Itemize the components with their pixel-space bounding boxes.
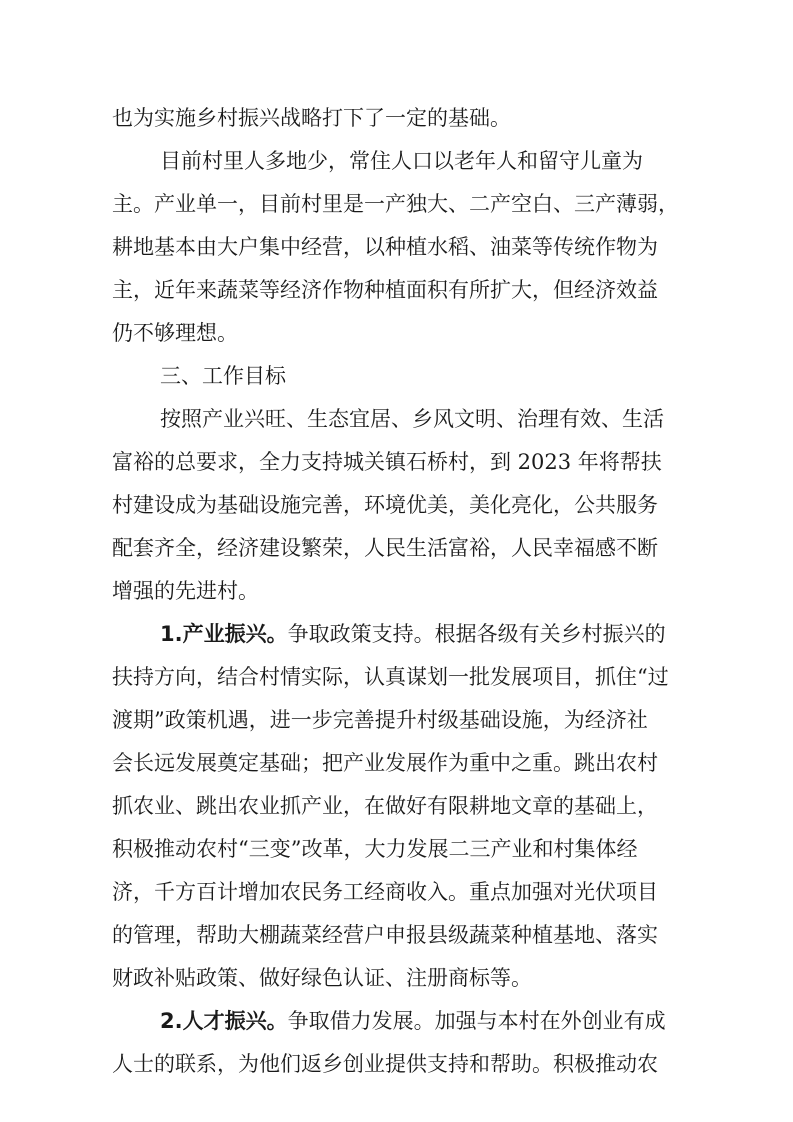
- text-line: 配套齐全，经济建设繁荣，人民生活富裕，人民幸福感不断: [112, 536, 658, 560]
- text-line: 渡期”政策机遇，进一步完善提升村级基础设施，为经济社: [112, 708, 648, 732]
- item-1-line: [160, 619, 666, 649]
- text-line: 也为实施乡村振兴战略打下了一定的基础。: [112, 106, 511, 130]
- text-line: 增强的先进村。: [112, 579, 259, 603]
- text-line: 济，千方百计增加农民务工经商收入。重点加强对光伏项目: [112, 880, 658, 904]
- item-1-text: 争取政策支持。根据各级有关乡村振兴的: [287, 622, 666, 646]
- paragraph-start: 按照产业兴旺、生态宜居、乡风文明、治理有效、生活: [160, 407, 664, 431]
- text-line: 抓农业、跳出农业抓产业，在做好有限耕地文章的基础上，: [112, 794, 658, 818]
- section-heading: 三、工作目标: [160, 364, 286, 388]
- text-line: 耕地基本由大户集中经营，以种植水稻、油菜等传统作物为: [112, 235, 658, 259]
- item-2-title: 2.人才振兴。: [160, 1009, 288, 1033]
- item-2-line: [160, 1006, 666, 1036]
- item-2-text: 争取借力发展。加强与本村在外创业有成: [287, 1009, 666, 1033]
- text-line: 主，近年来蔬菜等经济作物种植面积有所扩大，但经济效益: [112, 278, 658, 302]
- item-1-title: 1.产业振兴。: [160, 622, 288, 646]
- text-line: 富裕的总要求，全力支持城关镇石桥村，到 2023 年将帮扶: [112, 450, 662, 474]
- text-line: 会长远发展奠定基础；把产业发展作为重中之重。跳出农村: [112, 751, 658, 775]
- text-line: 主。产业单一，目前村里是一产独大、二产空白、三产薄弱，: [112, 192, 679, 216]
- text-line: 的管理，帮助大棚蔬菜经营户申报县级蔬菜种植基地、落实: [112, 923, 658, 947]
- text-line: 财政补贴政策、做好绿色认证、注册商标等。: [112, 966, 532, 990]
- text-line: 积极推动农村“三变”改革，大力发展二三产业和村集体经: [112, 837, 638, 861]
- text-line: 人士的联系，为他们返乡创业提供支持和帮助。积极推动农: [112, 1052, 658, 1076]
- text-line: 仍不够理想。: [112, 321, 238, 345]
- text-line: 扶持方向，结合村情实际，认真谋划一批发展项目，抓住“过: [112, 665, 669, 689]
- paragraph-start: [160, 146, 682, 176]
- text-line-content: 目前村里人多地少，常住人口以老年人和留守儿童为: [160, 149, 643, 173]
- text-line: 村建设成为基础设施完善，环境优美，美化亮化，公共服务: [112, 493, 658, 517]
